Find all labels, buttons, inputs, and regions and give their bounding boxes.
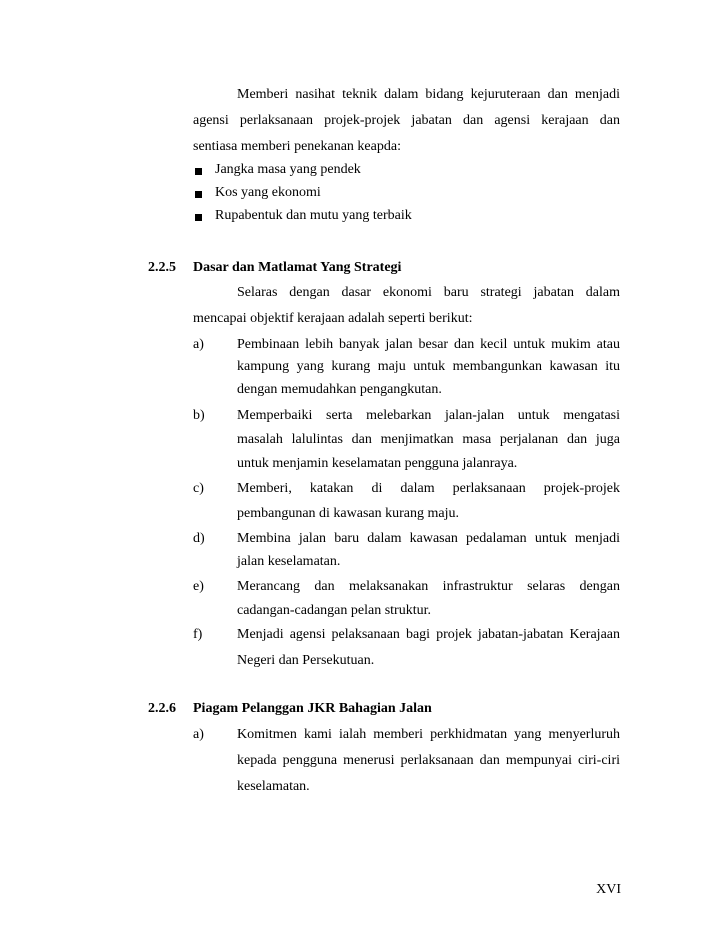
- list-item-line: Memperbaiki serta melebarkan jalan-jalan untuk mengatasi: [237, 408, 620, 423]
- intro-line-1: Memberi nasihat teknik dalam bidang kejuruteraan dan menjadi: [237, 87, 620, 102]
- list-item-label: c): [193, 481, 204, 496]
- bullet-square-icon: [195, 168, 202, 175]
- list-item-label: a): [193, 337, 204, 352]
- bullet-item: Rupabentuk dan mutu yang terbaik: [215, 208, 412, 223]
- section-number: 2.2.5: [148, 260, 176, 275]
- bullet-item: Kos yang ekonomi: [215, 185, 321, 200]
- list-item-label: f): [193, 627, 203, 642]
- list-item-label: d): [193, 531, 205, 546]
- bullet-item: Jangka masa yang pendek: [215, 162, 361, 177]
- list-item-line: cadangan-cadangan pelan struktur.: [237, 603, 431, 618]
- list-item-line: Memberi, katakan di dalam perlaksanaan projek-projek: [237, 481, 620, 496]
- list-item-label: e): [193, 579, 204, 594]
- list-item-line: Membina jalan baru dalam kawasan pedalaman untuk menjadi: [237, 531, 620, 546]
- list-item-line: Menjadi agensi pelaksanaan bagi projek jabatan-jabatan Kerajaan: [237, 627, 620, 642]
- list-item-line: pembangunan di kawasan kurang maju.: [237, 506, 459, 521]
- bullet-square-icon: [195, 214, 202, 221]
- list-item-label: b): [193, 408, 205, 423]
- list-item-line: keselamatan.: [237, 779, 310, 794]
- page-number: XVI: [596, 882, 621, 897]
- section-title: Dasar dan Matlamat Yang Strategi: [193, 260, 402, 275]
- section-intro-line-2: mencapai objektif kerajaan adalah seperti berikut:: [193, 311, 473, 326]
- intro-line-2: agensi perlaksanaan projek-projek jabatan dan agensi kerajaan dan: [193, 113, 620, 128]
- bullet-square-icon: [195, 191, 202, 198]
- list-item-line: masalah lalulintas dan menjimatkan masa perjalanan dan juga: [237, 432, 620, 447]
- list-item-line: dengan memudahkan pengangkutan.: [237, 382, 442, 397]
- section-title: Piagam Pelanggan JKR Bahagian Jalan: [193, 701, 432, 716]
- intro-line-3: sentiasa memberi penekanan keapda:: [193, 139, 401, 154]
- list-item-line: untuk menjamin keselamatan pengguna jalanraya.: [237, 456, 518, 471]
- list-item-line: Merancang dan melaksanakan infrastruktur selaras dengan: [237, 579, 620, 594]
- list-item-line: Komitmen kami ialah memberi perkhidmatan yang menyerluruh: [237, 727, 620, 742]
- section-number: 2.2.6: [148, 701, 176, 716]
- section-intro-line-1: Selaras dengan dasar ekonomi baru strategi jabatan dalam: [237, 285, 620, 300]
- list-item-line: Negeri dan Persekutuan.: [237, 653, 375, 668]
- list-item-line: jalan keselamatan.: [237, 554, 341, 569]
- list-item-line: Pembinaan lebih banyak jalan besar dan kecil untuk mukim atau: [237, 337, 620, 352]
- list-item-label: a): [193, 727, 204, 742]
- list-item-line: kampung yang kurang maju untuk membangunkan kawasan itu: [237, 359, 620, 374]
- list-item-line: kepada pengguna menerusi perlaksanaan dan mempunyai ciri-ciri: [237, 753, 620, 768]
